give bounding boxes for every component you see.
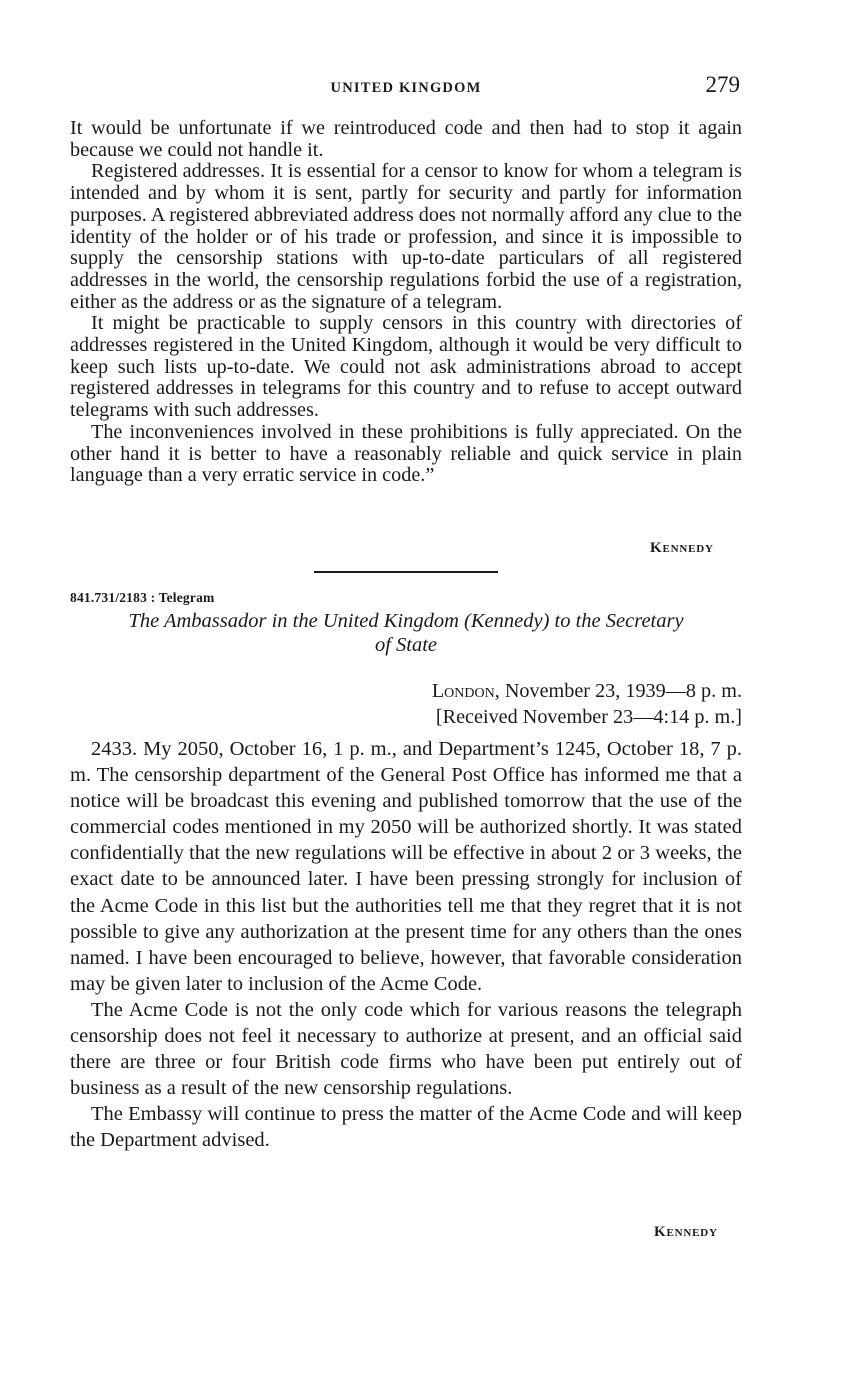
received-line: [Received November 23—4:14 p. m.] xyxy=(435,706,742,728)
page-number: 279 xyxy=(705,72,740,97)
document-heading-line: The Ambassador in the United Kingdom (Kennedy) to the Secretary xyxy=(128,610,684,632)
previous-document-body xyxy=(70,118,742,487)
paragraph: The Embassy will continue to press the matter of the Acme Code and will keep the Department advised. xyxy=(70,1103,742,1152)
paragraph: It would be unfortunate if we reintroduced code and then had to stop it again because we could not handle it. xyxy=(70,117,742,161)
document-heading xyxy=(70,609,742,657)
telegram-body xyxy=(70,736,742,1154)
running-title: UNITED KINGDOM xyxy=(330,80,482,96)
signature: Kennedy xyxy=(650,540,714,556)
running-head xyxy=(70,72,742,104)
paragraph: It might be practicable to supply censors in this country with directories of addresses registered in the United Kingdom, although it would be very difficult to keep such lists up-to-date. We could not ask administrations abroad to accept registered addresses in telegrams for this country and to refuse to accept outward telegrams with such addresses. xyxy=(70,312,742,422)
paragraph: 2433. My 2050, October 16, 1 p. m., and Department’s 1245, October 18, 7 p. m. The censorship department of the General Post Office has informed me that a notice will be broadcast this evening and published tomorrow that the use of the commercial codes mentioned in my 2050 will be authorized shortly. It was stated confidentially that the new regulations will be effective in about 2 or 3 weeks, the exact date to be announced later. I have been pressing strongly for inclusion of the Acme Code in this list but the authorities tell me that they regret that it is not possible to give any authorization at the present time for any others than the ones named. I have been encouraged to believe, however, that favorable consideration may be given later to inclusion of the Acme Code. xyxy=(70,738,742,995)
section-divider xyxy=(314,571,498,573)
dateline-city: London xyxy=(431,680,495,702)
dateline-date: , November 23, 1939—8 p. m. xyxy=(494,680,742,702)
file-reference: 841.731/2183 : Telegram xyxy=(70,590,215,605)
paragraph: The inconveniences involved in these prohibitions is fully appreciated. On the other hand it is better to have a reasonably reliable and quick service in plain language than a very erratic service in code.” xyxy=(70,420,742,487)
paragraph: Registered addresses. It is essential for a censor to know for whom a telegram is intended and by whom it is sent, partly for security and partly for information purposes. A registered abbreviated address does not normally afford any clue to the identity of the holder or of his trade or profession, and since it is impossible to supply the censorship stations with up-to-date particulars of all registered addresses in the world, the censorship regulations forbid the use of a registration, either as the address or as the signature of a telegram. xyxy=(70,160,742,313)
dateline xyxy=(322,680,742,703)
paragraph: The Acme Code is not the only code which for various reasons the telegraph censorship does not feel it necessary to authorize at present, and an official said there are three or four British code firms who have been put entirely out of business as a result of the new censorship regulations. xyxy=(70,998,742,1100)
document-heading-line: of State xyxy=(374,634,438,656)
signature: Kennedy xyxy=(654,1224,718,1240)
